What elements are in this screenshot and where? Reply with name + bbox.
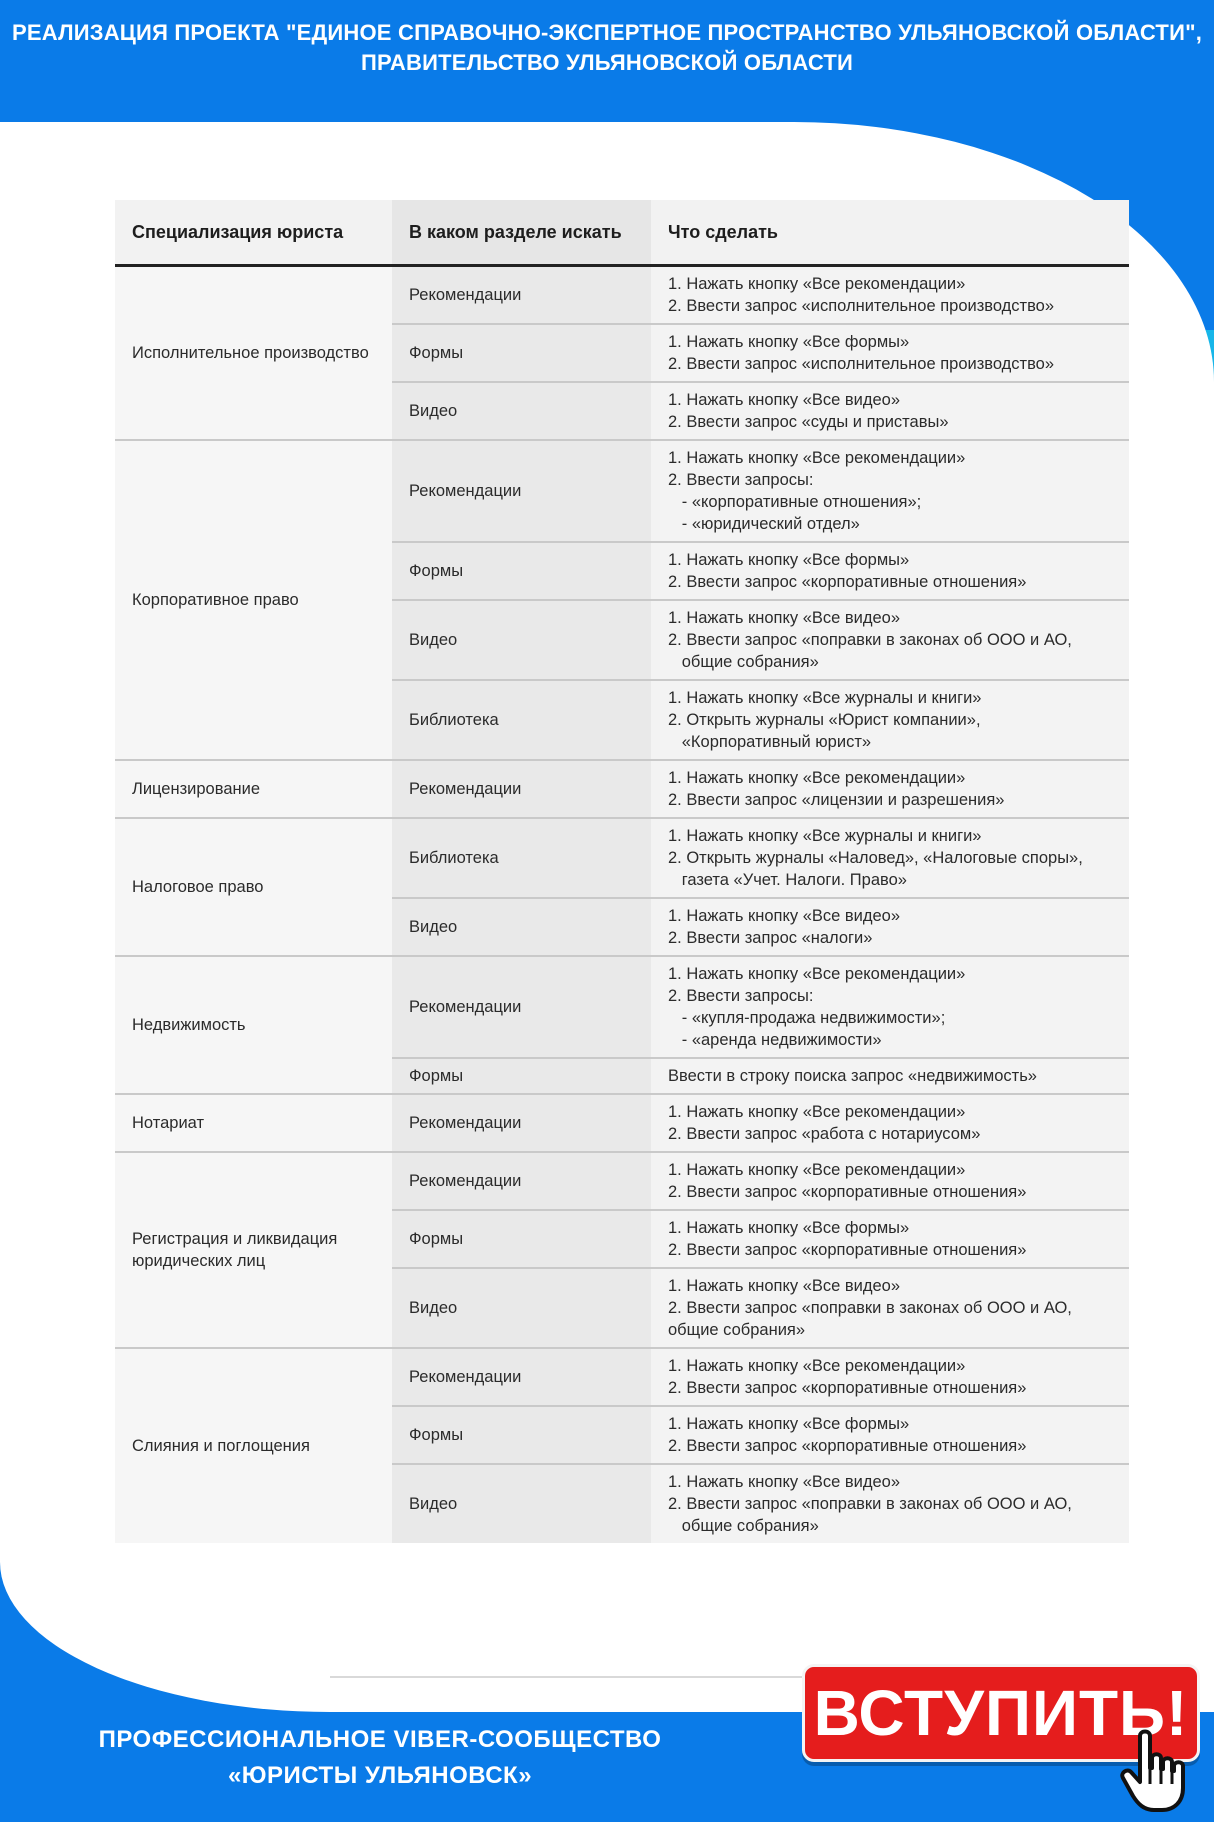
action-step: 1. Нажать кнопку «Все формы» xyxy=(668,551,910,569)
section-cell: Рекомендации xyxy=(392,1152,651,1210)
action-step: 2. Ввести запрос «исполнительное производство» xyxy=(668,355,1055,373)
table-row xyxy=(115,266,1129,325)
section-cell: Формы xyxy=(392,1058,651,1094)
action-step: 2. Ввести запрос «корпоративные отношения» xyxy=(668,1183,1027,1201)
page-title-line-2: ПРАВИТЕЛЬСТВО УЛЬЯНОВСКОЙ ОБЛАСТИ xyxy=(360,50,854,75)
action-step: 1. Нажать кнопку «Все видео» xyxy=(668,1277,901,1295)
header-specialization: Специализация юриста xyxy=(115,200,392,266)
action-cell xyxy=(651,1210,1129,1268)
action-step: 1. Нажать кнопку «Все формы» xyxy=(668,1415,910,1433)
action-step: 2. Ввести запрос «поправки в законах об ООО и АО, xyxy=(668,631,1072,649)
action-cell xyxy=(651,1152,1129,1210)
community-title-line-1: ПРОФЕССИОНАЛЬНОЕ VIBER-СООБЩЕСТВО xyxy=(98,1726,662,1753)
action-step: - «корпоративные отношения»; xyxy=(668,493,922,511)
section-cell: Формы xyxy=(392,324,651,382)
action-step: 1. Нажать кнопку «Все видео» xyxy=(668,609,901,627)
action-step: 1. Нажать кнопку «Все рекомендации» xyxy=(668,1161,966,1179)
action-step: 1. Нажать кнопку «Все видео» xyxy=(668,391,901,409)
table-row xyxy=(115,760,1129,818)
table-header-row xyxy=(115,200,1129,266)
section-cell: Формы xyxy=(392,1210,651,1268)
action-cell xyxy=(651,818,1129,898)
action-step: 1. Нажать кнопку «Все журналы и книги» xyxy=(668,827,982,845)
section-cell: Библиотека xyxy=(392,818,651,898)
hand-pointer-icon xyxy=(1118,1728,1192,1814)
action-step: общие собрания» xyxy=(668,653,819,671)
join-button[interactable]: ВСТУПИТЬ! xyxy=(802,1664,1200,1762)
action-step: 1. Нажать кнопку «Все рекомендации» xyxy=(668,769,966,787)
action-cell xyxy=(651,266,1129,325)
action-cell xyxy=(651,680,1129,760)
community-title-line-2: «ЮРИСТЫ УЛЬЯНОВСК» xyxy=(227,1762,533,1789)
page-title-line-1: РЕАЛИЗАЦИЯ ПРОЕКТА "ЕДИНОЕ СПРАВОЧНО-ЭКСПЕРТНОЕ ПРОСТРАНСТВО УЛЬЯНОВСКОЙ ОБЛАСТИ", xyxy=(11,20,1203,45)
action-step: общие собрания» xyxy=(668,1517,819,1535)
action-cell xyxy=(651,1406,1129,1464)
action-step: 1. Нажать кнопку «Все формы» xyxy=(668,333,910,351)
header-action: Что сделать xyxy=(651,200,1129,266)
action-step: 2. Ввести запрос «поправки в законах об ООО и АО, xyxy=(668,1495,1072,1513)
section-cell: Рекомендации xyxy=(392,266,651,325)
action-step: 1. Нажать кнопку «Все журналы и книги» xyxy=(668,689,982,707)
action-step: 2. Ввести запрос «корпоративные отношения» xyxy=(668,573,1027,591)
action-step: 2. Открыть журналы «Юрист компании», xyxy=(668,711,981,729)
table-row xyxy=(115,1094,1129,1152)
action-cell xyxy=(651,324,1129,382)
section-cell: Рекомендации xyxy=(392,956,651,1058)
action-step: 1. Нажать кнопку «Все рекомендации» xyxy=(668,1357,966,1375)
section-cell: Библиотека xyxy=(392,680,651,760)
table-row xyxy=(115,1152,1129,1210)
section-cell: Рекомендации xyxy=(392,760,651,818)
section-cell: Рекомендации xyxy=(392,1348,651,1406)
action-step: 2. Ввести запрос «корпоративные отношения» xyxy=(668,1437,1027,1455)
action-cell xyxy=(651,600,1129,680)
specialization-cell: Слияния и поглощения xyxy=(115,1348,392,1543)
table-row xyxy=(115,956,1129,1058)
page-title xyxy=(0,18,1214,78)
action-step: 2. Ввести запрос «поправки в законах об ООО и АО, xyxy=(668,1299,1072,1317)
action-step: «Корпоративный юрист» xyxy=(668,733,872,751)
action-cell xyxy=(651,440,1129,542)
table-row xyxy=(115,818,1129,898)
action-cell xyxy=(651,956,1129,1058)
action-step: 2. Ввести запросы: xyxy=(668,987,814,1005)
action-step: Ввести в строку поиска запрос «недвижимость» xyxy=(668,1067,1037,1085)
action-step: 2. Открыть журналы «Наловед», «Налоговые споры», xyxy=(668,849,1083,867)
action-step: - «юридический отдел» xyxy=(668,515,860,533)
action-step: - «аренда недвижимости» xyxy=(668,1031,882,1049)
action-cell xyxy=(651,382,1129,440)
action-step: 1. Нажать кнопку «Все формы» xyxy=(668,1219,910,1237)
section-cell: Видео xyxy=(392,1464,651,1543)
action-step: 1. Нажать кнопку «Все видео» xyxy=(668,907,901,925)
action-step: 2. Ввести запрос «работа с нотариусом» xyxy=(668,1125,981,1143)
table-row xyxy=(115,1348,1129,1406)
specialization-cell: Корпоративное право xyxy=(115,440,392,760)
action-cell xyxy=(651,760,1129,818)
header-section: В каком разделе искать xyxy=(392,200,651,266)
action-cell xyxy=(651,542,1129,600)
section-cell: Рекомендации xyxy=(392,440,651,542)
action-step: 2. Ввести запрос «корпоративные отношения» xyxy=(668,1241,1027,1259)
section-cell: Видео xyxy=(392,382,651,440)
action-cell xyxy=(651,1058,1129,1094)
action-cell xyxy=(651,1094,1129,1152)
action-cell xyxy=(651,1464,1129,1543)
specialization-cell: Исполнительное производство xyxy=(115,266,392,441)
action-step: 1. Нажать кнопку «Все рекомендации» xyxy=(668,965,966,983)
action-step: 1. Нажать кнопку «Все рекомендации» xyxy=(668,1103,966,1121)
action-step: 2. Ввести запрос «исполнительное производство» xyxy=(668,297,1055,315)
action-cell xyxy=(651,1268,1129,1348)
specialization-cell: Нотариат xyxy=(115,1094,392,1152)
action-step: 2. Ввести запрос «лицензии и разрешения» xyxy=(668,791,1005,809)
action-step: 2. Ввести запрос «суды и приставы» xyxy=(668,413,949,431)
action-step: 1. Нажать кнопку «Все рекомендации» xyxy=(668,275,966,293)
action-step: - «купля-продажа недвижимости»; xyxy=(668,1009,946,1027)
action-step: 1. Нажать кнопку «Все рекомендации» xyxy=(668,449,966,467)
section-cell: Формы xyxy=(392,542,651,600)
table-row xyxy=(115,440,1129,542)
specialization-cell: Налоговое право xyxy=(115,818,392,956)
action-step: газета «Учет. Налоги. Право» xyxy=(668,871,907,889)
section-cell: Формы xyxy=(392,1406,651,1464)
section-cell: Видео xyxy=(392,1268,651,1348)
specialization-cell: Недвижимость xyxy=(115,956,392,1094)
action-step: 2. Ввести запросы: xyxy=(668,471,814,489)
table-body xyxy=(115,266,1129,1544)
action-step: общие собрания» xyxy=(668,1321,806,1339)
specialization-cell: Лицензирование xyxy=(115,760,392,818)
community-title xyxy=(60,1722,700,1794)
search-guide-table xyxy=(115,200,1129,1543)
section-cell: Видео xyxy=(392,600,651,680)
specialization-cell: Регистрация и ликвидация юридических лиц xyxy=(115,1152,392,1348)
section-cell: Рекомендации xyxy=(392,1094,651,1152)
action-step: 2. Ввести запрос «налоги» xyxy=(668,929,873,947)
action-step: 2. Ввести запрос «корпоративные отношения» xyxy=(668,1379,1027,1397)
action-step: 1. Нажать кнопку «Все видео» xyxy=(668,1473,901,1491)
action-cell xyxy=(651,1348,1129,1406)
action-cell xyxy=(651,898,1129,956)
section-cell: Видео xyxy=(392,898,651,956)
